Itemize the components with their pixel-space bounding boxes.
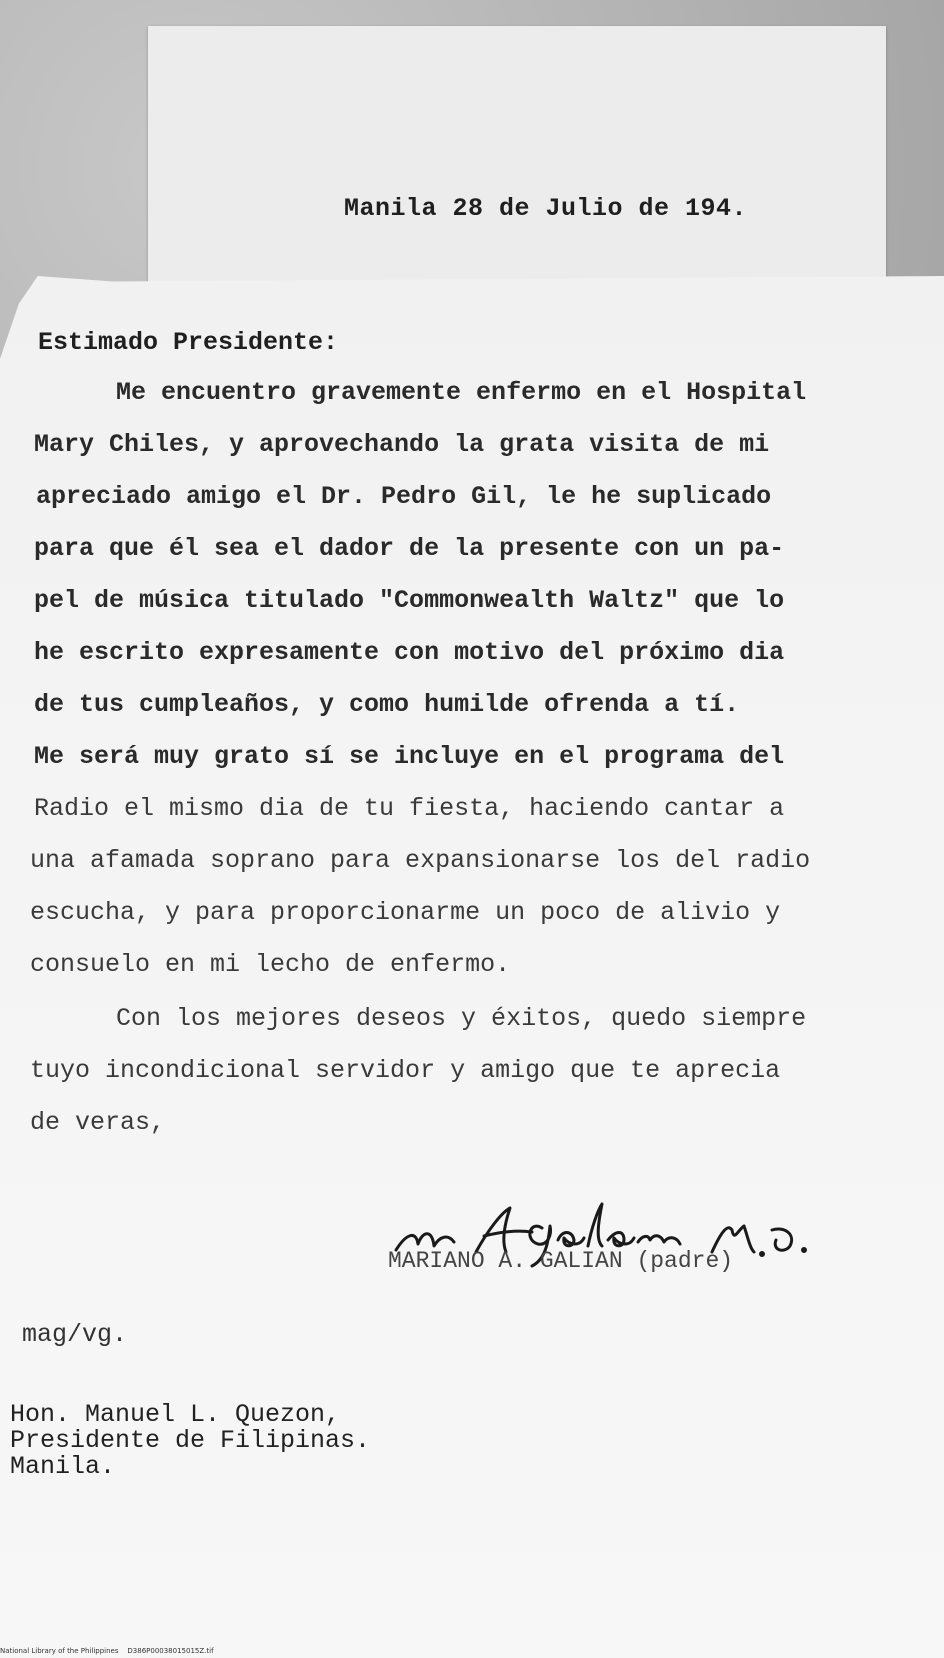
closing-line: Con los mejores deseos y éxitos, quedo siempre xyxy=(116,1004,807,1033)
body-line: Mary Chiles, y aprovechando la grata visita de mi xyxy=(34,430,770,459)
body-line: he escrito expresamente con motivo del próximo dia xyxy=(34,638,785,667)
closing-line: de veras, xyxy=(30,1108,166,1137)
letter-date: Manila 28 de Julio de 194. xyxy=(344,194,748,223)
body-line: apreciado amigo el Dr. Pedro Gil, le he suplicado xyxy=(36,482,772,511)
letter-salutation: Estimado Presidente: xyxy=(38,328,339,357)
body-line: Me encuentro gravemente enfermo en el Hospital xyxy=(116,378,807,407)
body-line: consuelo en mi lecho de enfermo. xyxy=(30,950,511,979)
closing-line: tuyo incondicional servidor y amigo que te aprecia xyxy=(30,1056,781,1085)
archive-footer: National Library of the Philippines D386P00038015015Z.tif xyxy=(0,1647,214,1655)
body-line: pel de música titulado "Commonwealth Waltz" que lo xyxy=(34,586,785,615)
body-line: para que él sea el dador de la presente con un pa- xyxy=(34,534,785,563)
body-line: Radio el mismo dia de tu fiesta, haciendo cantar a xyxy=(34,794,785,823)
addressee-line: Manila. xyxy=(10,1452,116,1481)
body-line: escucha, y para proporcionarme un poco de alivio y xyxy=(30,898,781,927)
body-line: Me será muy grato sí se incluye en el programa del xyxy=(34,742,785,771)
addressee-line: Hon. Manuel L. Quezon, xyxy=(10,1400,341,1429)
reference-initials: mag/vg. xyxy=(22,1320,128,1349)
signature-name: MARIANO A. GALIAN (padre) xyxy=(388,1248,734,1274)
body-line: de tus cumpleaños, y como humilde ofrenda a tí. xyxy=(34,690,740,719)
body-line: una afamada soprano para expansionarse los del radio xyxy=(30,846,811,875)
addressee-line: Presidente de Filipinas. xyxy=(10,1426,371,1455)
